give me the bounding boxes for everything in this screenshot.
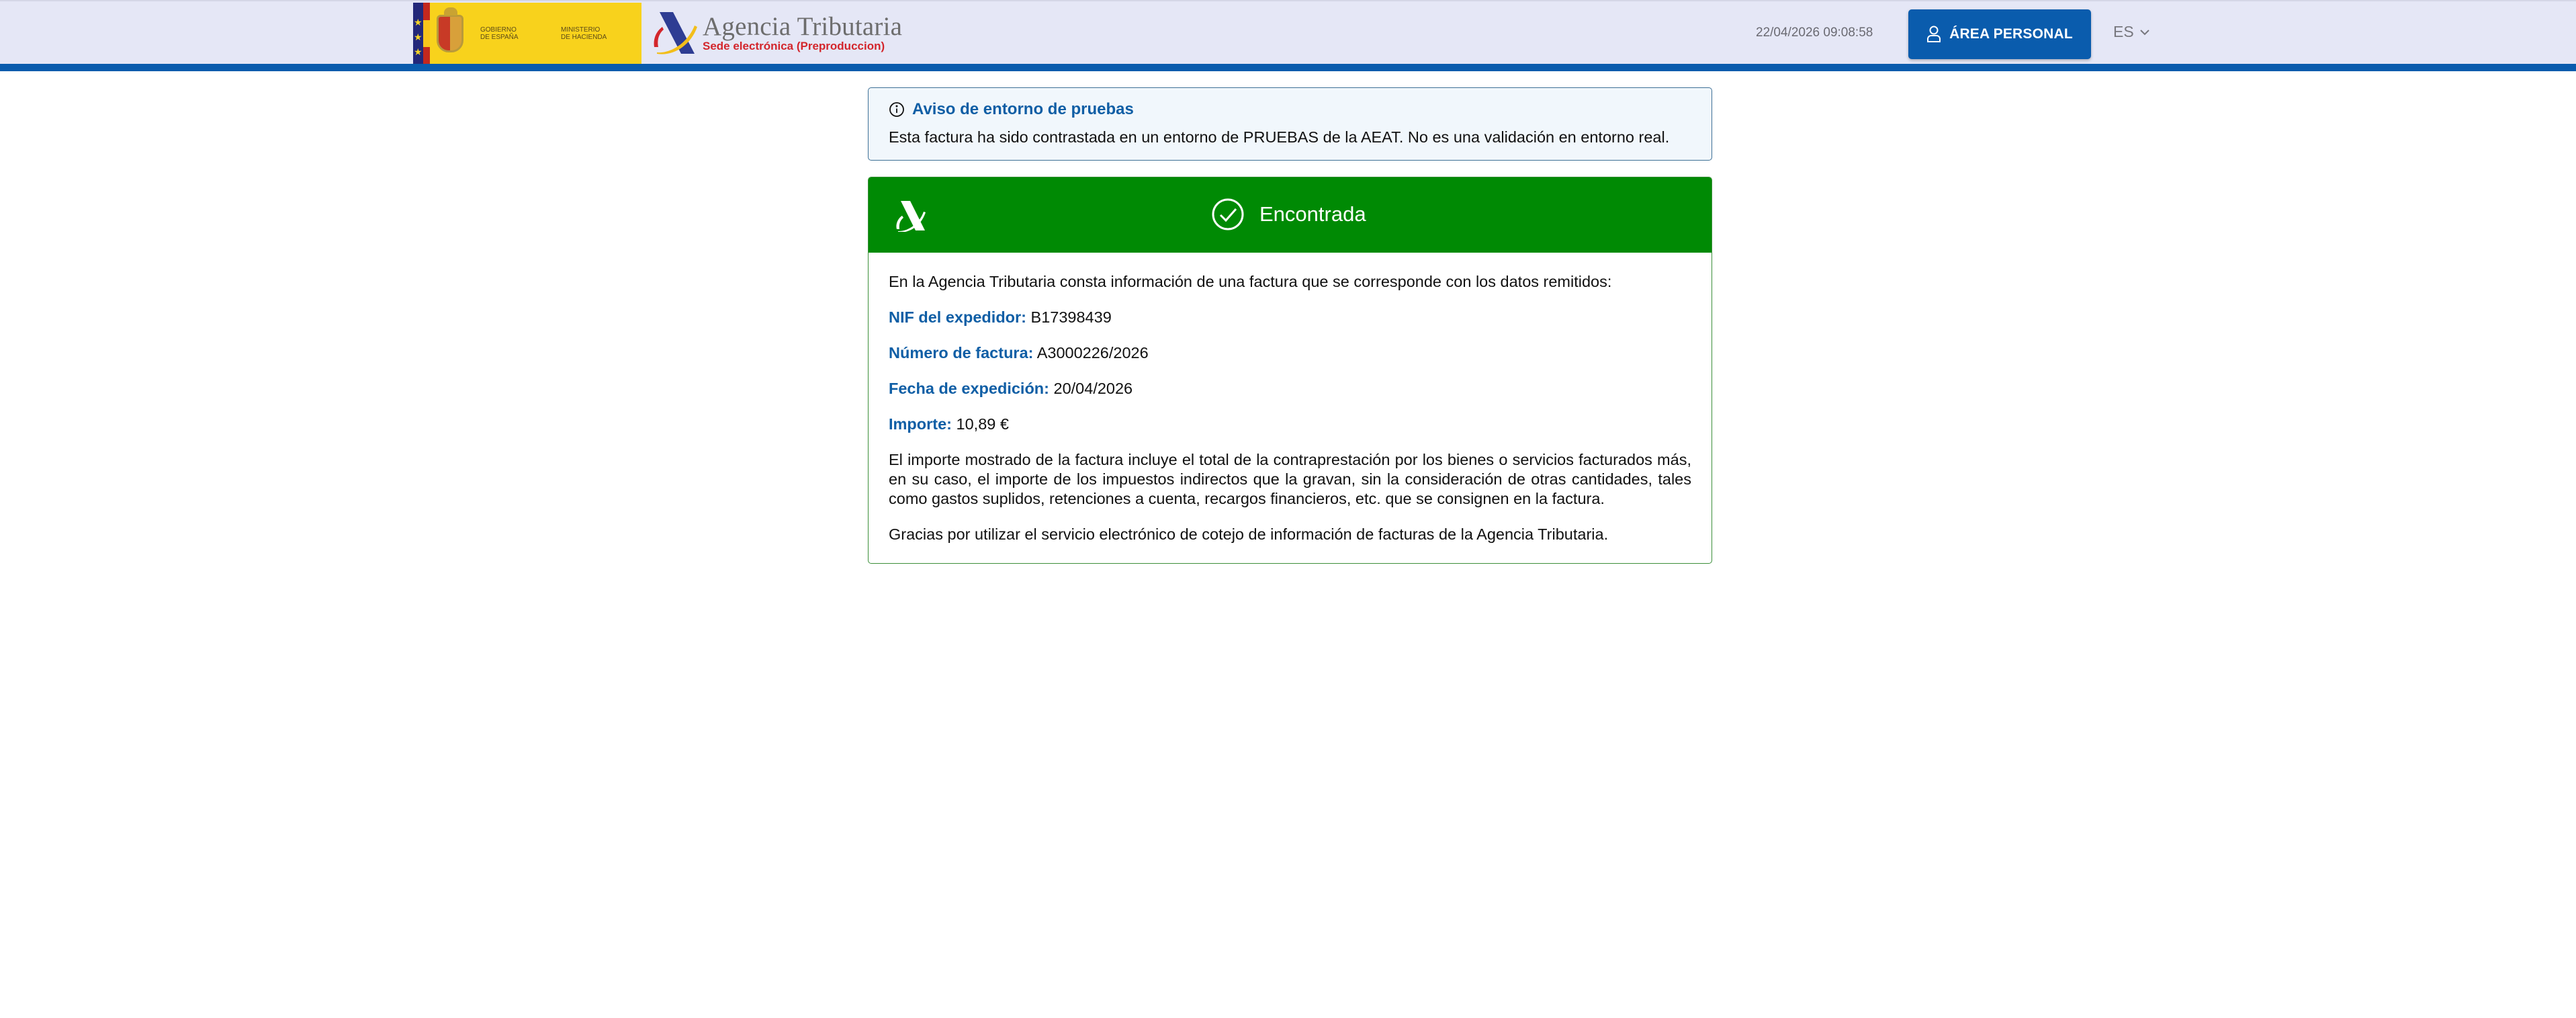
field-label: NIF del expedidor: [889, 308, 1026, 326]
agency-name: Agencia Tributaria [703, 12, 903, 41]
eu-flag-icon: ★ ★ ★ [413, 3, 423, 65]
field-value: A3000226/2026 [1036, 344, 1149, 362]
field-value: B17398439 [1030, 308, 1112, 326]
field-amount [889, 415, 1691, 434]
aeat-logo-icon [895, 200, 926, 232]
field-value: 10,89 € [956, 415, 1009, 433]
agencia-tributaria-logo[interactable] [650, 9, 902, 56]
field-label: Fecha de expedición: [889, 380, 1049, 397]
ministry-line-1: MINISTERIO [561, 26, 601, 34]
info-icon [889, 101, 905, 118]
ministry-line-2: DE HACIENDA [561, 34, 607, 41]
invoice-result-card [868, 177, 1712, 564]
aeat-logo-icon [650, 11, 700, 55]
result-header [869, 177, 1712, 253]
gobierno-espana-logo[interactable] [413, 3, 641, 65]
field-issue-date [889, 379, 1691, 398]
gov-line-1: GOBIERNO [480, 26, 517, 34]
ministry-text [561, 3, 615, 65]
notice-title [889, 100, 1134, 119]
result-body [869, 253, 1712, 544]
user-icon [1926, 26, 1941, 43]
gov-text [480, 3, 554, 65]
site-header [0, 0, 2576, 64]
area-personal-label: ÁREA PERSONAL [1949, 26, 2073, 42]
result-status [1211, 198, 1366, 231]
amount-disclaimer: El importe mostrado de la factura incluye el total de la contraprestación por los bienes o servicios facturados más, en su caso, el importe de los impuestos indirectos que la gravan, sin la consideración de otras cantidades, tales como gastos suplidos, retenciones a cuenta, recargos financieros, etc. que se consignen en la factura. [889, 451, 1691, 507]
language-selector[interactable] [2113, 23, 2149, 41]
check-circle-icon [1211, 198, 1245, 231]
result-intro: En la Agencia Tributaria consta información de una factura que se corresponde con los datos remitidos: [889, 273, 1612, 290]
chevron-down-icon [2140, 29, 2149, 36]
gov-line-2: DE ESPAÑA [480, 34, 519, 41]
field-value: 20/04/2026 [1053, 380, 1133, 397]
result-status-text: Encontrada [1259, 202, 1366, 226]
field-label: Importe: [889, 415, 952, 433]
coat-of-arms-icon [430, 3, 470, 65]
field-nif [889, 308, 1691, 327]
field-invoice-number [889, 343, 1691, 363]
thanks-message: Gracias por utilizar el servicio electrónico de cotejo de información de facturas de la Agencia Tributaria. [889, 525, 1609, 543]
spain-flag-icon [423, 3, 430, 65]
area-personal-button[interactable] [1908, 9, 2091, 59]
current-datetime: 22/04/2026 09:08:58 [1756, 26, 1873, 40]
notice-title-text: Aviso de entorno de pruebas [912, 100, 1134, 118]
notice-text: Esta factura ha sido contrastada en un entorno de PRUEBAS de la AEAT. No es una validación en entorno real. [889, 128, 1670, 146]
field-label: Número de factura: [889, 344, 1034, 362]
agency-subtitle: Sede electrónica (Preproduccion) [703, 40, 885, 52]
test-environment-notice [868, 87, 1712, 161]
header-accent-bar [0, 64, 2576, 71]
language-label: ES [2113, 23, 2134, 40]
